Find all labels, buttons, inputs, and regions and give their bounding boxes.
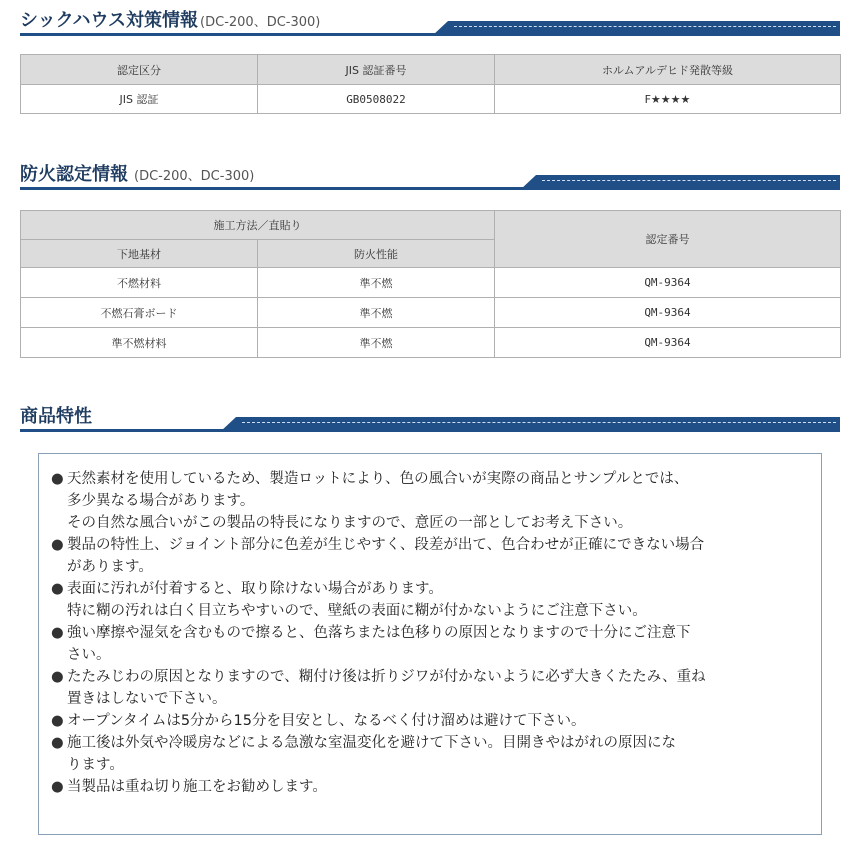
feature-line: 当製品は重ね切り施工をお勧めします。: [67, 779, 327, 795]
fire-title: [20, 160, 254, 186]
cell-jis-number: GB0508022: [258, 85, 495, 114]
sick-house-title: [20, 6, 320, 32]
header-formaldehyde-grade: ホルムアルデヒド発散等級: [495, 55, 841, 85]
feature-line: 施工後は外気や冷暖房などによる急激な室温変化を避けて下さい。目開きやはがれの原因にな: [67, 735, 676, 751]
features-box: [38, 453, 822, 835]
feature-line: さい。: [67, 647, 111, 663]
feature-item: [51, 578, 809, 622]
sick-house-subtitle: (DC-200、DC-300): [200, 15, 321, 30]
table-header-row: [21, 211, 841, 240]
features-header: [20, 406, 840, 432]
feature-line: 強い摩擦や湿気を含むもので擦ると、色落ちまたは色移りの原因となりますので十分にご注意下: [67, 625, 691, 641]
fire-title-text: 防火認定情報: [20, 164, 128, 185]
header-fire-performance: 防火性能: [258, 240, 495, 268]
table-header-row: [21, 55, 841, 85]
feature-line: 製品の特性上、ジョイント部分に色差が生じやすく、段差が出て、色合わせが正確にできない場合: [67, 537, 705, 553]
cell-cert-number: QM-9364: [495, 298, 841, 328]
band-dashed-line: [242, 422, 836, 423]
header-construction-method: 施工方法／直貼り: [21, 211, 495, 240]
sick-house-table: [20, 54, 841, 114]
features-title: 商品特性: [20, 406, 92, 427]
feature-item: [51, 776, 809, 798]
table-row: [21, 298, 841, 328]
feature-line: 天然素材を使用しているため、製造ロットにより、色の風合いが実際の商品とサンプルとでは、: [67, 471, 689, 487]
feature-line: たたみじわの原因となりますので、糊付け後は折りジワが付かないように必ず大きくたたみ、重ね: [67, 669, 706, 685]
cell-base-material: 準不燃材料: [21, 328, 258, 358]
feature-line: 置きはしないで下さい。: [67, 691, 227, 707]
bullet-icon: ●: [51, 735, 64, 751]
bullet-icon: ●: [51, 471, 64, 487]
feature-item: [51, 534, 809, 578]
feature-line: 多少異なる場合があります。: [67, 493, 255, 509]
bullet-icon: ●: [51, 537, 64, 553]
header-cert-number: 認定番号: [495, 211, 841, 268]
cell-formaldehyde-grade: F★★★★: [495, 85, 841, 114]
feature-item: [51, 710, 809, 732]
cell-cert-number: QM-9364: [495, 268, 841, 298]
header-base-material: 下地基材: [21, 240, 258, 268]
cell-fire-performance: 準不燃: [258, 268, 495, 298]
feature-item: [51, 468, 809, 534]
feature-item: [51, 622, 809, 666]
section-band: [220, 417, 840, 432]
bullet-icon: ●: [51, 581, 64, 597]
table-row: [21, 85, 841, 114]
section-band: [520, 175, 840, 190]
feature-line: ります。: [67, 757, 124, 773]
sick-house-title-text: シックハウス対策情報: [20, 10, 199, 31]
feature-line: 表面に汚れが付着すると、取り除けない場合があります。: [67, 581, 443, 597]
fire-subtitle: (DC-200、DC-300): [134, 169, 255, 184]
feature-line: その自然な風合いがこの製品の特長になりますので、意匠の一部としてお考え下さい。: [67, 515, 633, 531]
header-cert-category: 認定区分: [21, 55, 258, 85]
feature-line: オープンタイムは5分から15分を目安とし、なるべく付け溜めは避けて下さい。: [67, 713, 586, 729]
bullet-icon: ●: [51, 669, 64, 685]
feature-line: があります。: [67, 559, 153, 575]
cell-fire-performance: 準不燃: [258, 328, 495, 358]
bullet-icon: ●: [51, 713, 64, 729]
feature-line: 特に糊の汚れは白く目立ちやすいので、壁紙の表面に糊が付かないようにご注意下さい。: [67, 603, 647, 619]
band-dashed-line: [454, 26, 836, 27]
cell-cert-number: QM-9364: [495, 328, 841, 358]
cell-base-material: 不燃石膏ボード: [21, 298, 258, 328]
section-band: [432, 21, 840, 36]
fire-table: [20, 210, 841, 358]
table-row: [21, 328, 841, 358]
bullet-icon: ●: [51, 779, 64, 795]
fire-header: [20, 164, 840, 190]
feature-item: [51, 666, 809, 710]
table-row: [21, 268, 841, 298]
feature-item: [51, 732, 809, 776]
cell-fire-performance: 準不燃: [258, 298, 495, 328]
bullet-icon: ●: [51, 625, 64, 641]
sick-house-header: [20, 10, 840, 36]
cell-cert-category: JIS 認証: [21, 85, 258, 114]
cell-base-material: 不燃材料: [21, 268, 258, 298]
band-dashed-line: [542, 180, 836, 181]
header-jis-number: JIS 認証番号: [258, 55, 495, 85]
